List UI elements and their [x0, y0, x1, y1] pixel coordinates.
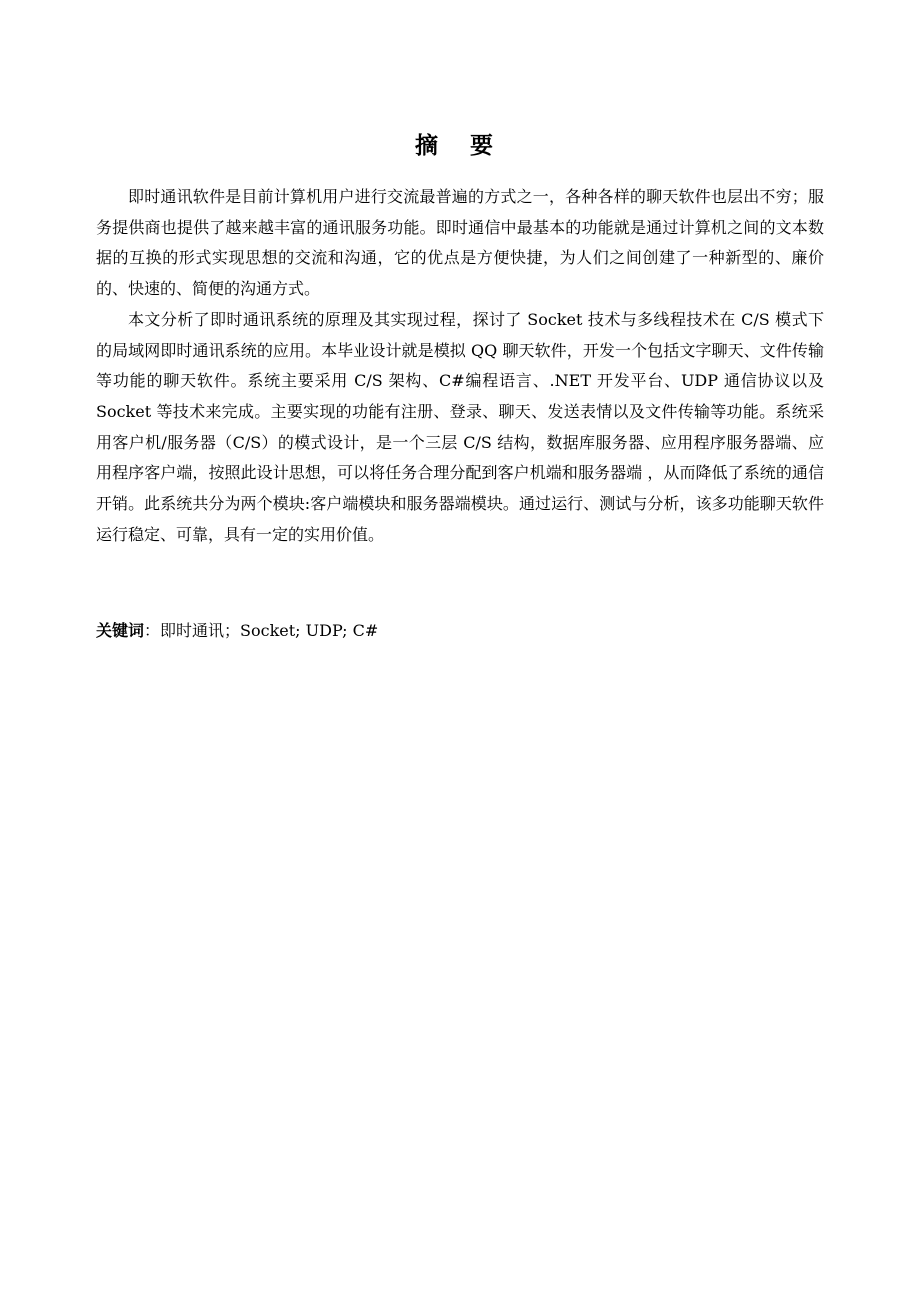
abstract-body — [96, 182, 824, 550]
keywords-line — [96, 616, 824, 646]
keywords-value: 即时通讯；Socket; UDP; C# — [160, 621, 379, 640]
abstract-paragraph-1: 即时通讯软件是目前计算机用户进行交流最普遍的方式之一，各种各样的聊天软件也层出不穷；服务提供商也提供了越来越丰富的通讯服务功能。即时通信中最基本的功能就是通过计算机之间的文本数据的互换的形式实现思想的交流和沟通，它的优点是方便快捷，为人们之间创建了一种新型的、廉价的、快速的、简便的沟通方式。 — [96, 187, 824, 299]
keywords-label: 关键词 — [96, 621, 145, 640]
keywords-separator: ： — [144, 621, 161, 640]
abstract-title: 摘 要 — [414, 133, 505, 159]
abstract-paragraph-2: 本文分析了即时通讯系统的原理及其实现过程，探讨了 Socket 技术与多线程技术在 C/S 模式下的局域网即时通讯系统的应用。本毕业设计就是模拟 QQ 聊天软件，开发一个包括文字聊天、文件传输等功能的聊天软件。系统主要采用 C/S 架构、C#编程语言、.NET 开发平台、UDP 通信协议以及 Socket 等技术来完成。主要实现的功能有注册、登录、聊天、发送表情以及文件传输等功能。系统采用客户机/服务器（C/S）的模式设计，是一个三层 C/S 结构，数据库服务器、应用程序服务器端、应用程序客户端，按照此设计思想，可以将任务合理分配到客户机端和服务器端 ，从而降低了系统的通信开销。此系统共分为两个模块:客户端模块和服务器端模块。通过运行、测试与分析，该多功能聊天软件运行稳定、可靠，具有一定的实用价值。 — [96, 309, 824, 544]
